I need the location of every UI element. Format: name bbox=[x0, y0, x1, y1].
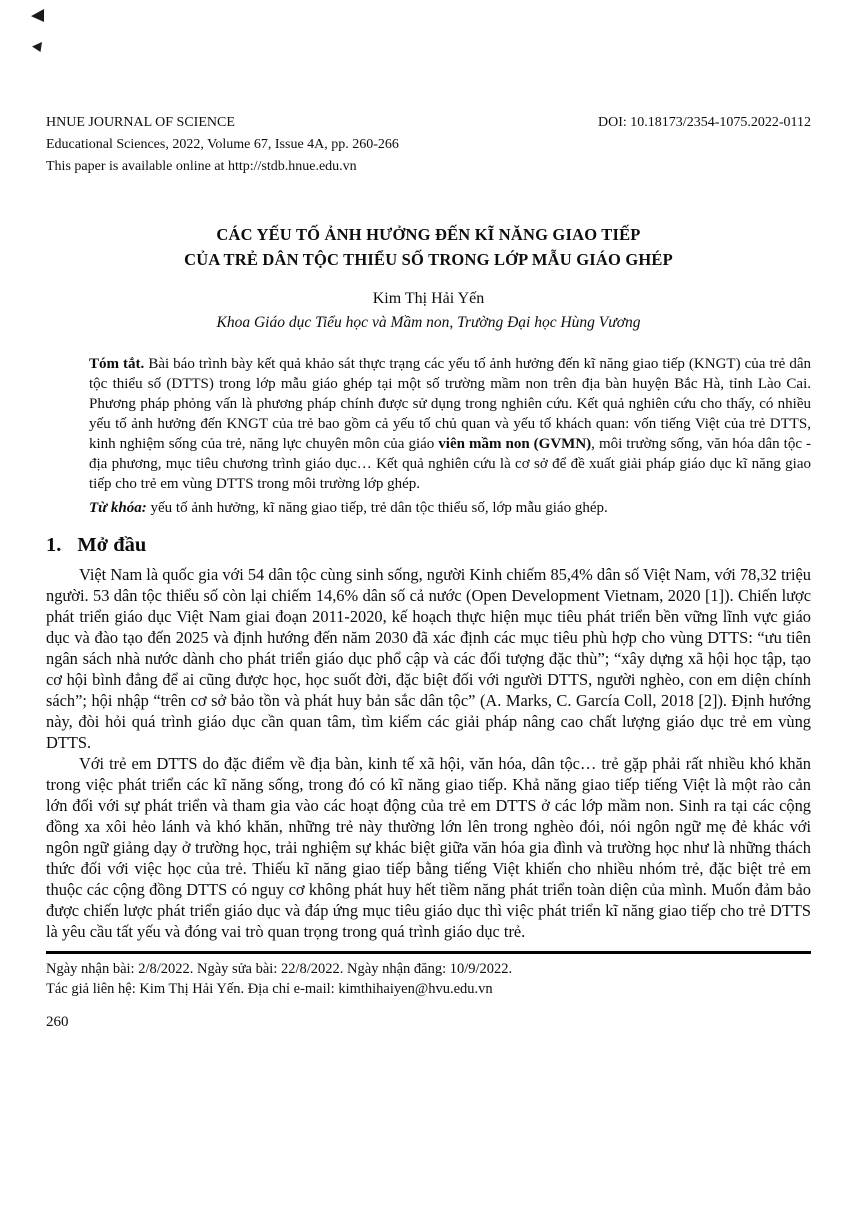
author-affiliation: Khoa Giáo dục Tiểu học và Mầm non, Trường Đại học Hùng Vương bbox=[216, 314, 641, 331]
footnote-rule bbox=[46, 951, 811, 954]
article-title bbox=[46, 222, 811, 272]
submission-dates: Ngày nhận bài: 2/8/2022. Ngày sửa bài: 22/8/2022. Ngày nhận đăng: 10/9/2022. bbox=[46, 961, 513, 977]
keywords-label: Từ khóa: bbox=[89, 500, 147, 516]
corresponding-author: Tác giả liên hệ: Kim Thị Hải Yến. Địa chỉ e-mail: kimthihaiyen@hvu.edu.vn bbox=[46, 981, 493, 997]
keywords-text: yếu tố ảnh hưởng, kĩ năng giao tiếp, trẻ dân tộc thiểu số, lớp mẫu giáo ghép. bbox=[146, 500, 608, 516]
journal-header bbox=[46, 112, 811, 178]
scan-artifact bbox=[31, 9, 44, 22]
body-paragraph-2: Với trẻ em DTTS do đặc điểm về địa bàn, kinh tế xã hội, văn hóa, dân tộc… trẻ gặp phải rất nhiều khó khăn trong việc phát triển các kĩ năng sống, trong đó có kĩ năng giao tiếp. Khả năng giao tiếp tiếng Việt là một rào cản lớn đối với sự phát triển và tham gia vào các hoạt động của trẻ em DTTS ở các lớp mầm non. Sinh ra tại các cộng đồng xa xôi hẻo lánh và khó khăn, những trẻ này thường lớn lên trong nghèo đói, nói ngôn ngữ mẹ đẻ khác với ngôn ngữ giảng dạy ở trường học, trải nghiệm sự khác biệt giữa văn hóa gia đình và trường học như là những thách thức đối với việc học của trẻ. Thiếu kĩ năng giao tiếp bằng tiếng Việt khiến cho nhiều nhóm trẻ, đặc biệt trẻ em thuộc các cộng đồng DTTS có nguy cơ không phát huy hết tiềm năng phát triển toàn diện của mình. Muốn đảm bảo được chiến lược phát triển giáo dục và đáp ứng mục tiêu giáo dục thì việc phát triển kĩ năng giao tiếp cho trẻ DTTS là yêu cầu tất yếu và đóng vai trò quan trọng trong quá trình giáo dục trẻ. bbox=[46, 754, 811, 941]
article-title-line-2: CỦA TRẺ DÂN TỘC THIỂU SỐ TRONG LỚP MẪU GIÁO GHÉP bbox=[184, 250, 673, 269]
scan-artifact bbox=[32, 42, 42, 52]
abstract-text-bold: viên mầm non (GVMN) bbox=[438, 436, 592, 452]
journal-name: HNUE JOURNAL OF SCIENCE bbox=[46, 115, 235, 130]
page-footer bbox=[46, 951, 811, 1032]
section-heading-1 bbox=[46, 532, 811, 558]
journal-header-row bbox=[46, 112, 811, 134]
availability-note: This paper is available online at http://stdb.hnue.edu.vn bbox=[46, 159, 357, 174]
article-title-line-1: CÁC YẾU TỐ ẢNH HƯỞNG ĐẾN KĨ NĂNG GIAO TIẾP bbox=[216, 225, 641, 244]
body-paragraph-1: Việt Nam là quốc gia với 54 dân tộc cùng sinh sống, người Kinh chiếm 85,4% dân số Việt Nam, với 78,32 triệu người. 53 dân tộc thiểu số còn lại chiếm 14,6% dân số cả nước (Open Development Vietnam, 2020 [1]). Chiến lược phát triển giáo dục Việt Nam giai đoạn 2011-2020, kế hoạch thực hiện mục tiêu phát triển bền vững lĩnh vực giáo dục và đào tạo đến 2025 và định hướng đến năm 2030 đã xác định các mục tiêu phù hợp cho vùng DTTS: “ưu tiên ngân sách nhà nước dành cho phát triển giáo dục phổ cập và các đối tượng đặc thù”; “xây dựng xã hội học tập, tạo cơ hội bình đẳng để ai cũng được học, học suốt đời, đặc biệt đối với người DTTS, người nghèo, con em diện chính sách”; hội nhập “trên cơ sở bảo tồn và phát huy bản sắc dân tộc” (A. Marks, C. García Coll, 2018 [2]). Định hướng này, đòi hỏi quá trình giáo dục cần quan tâm, tìm kiếm các giải pháp nâng cao chất lượng giáo dục trẻ em vùng DTTS. bbox=[46, 565, 811, 752]
abstract-text-1: Bài báo trình bày kết quả khảo sát thực trạng các yếu tố ảnh hưởng đến kĩ năng giao tiếp (KNGT) của trẻ dân tộc thiểu số (DTTS) trong lớp mẫu giáo ghép tại một số trường mầm non trên địa bàn huyện Bắc Hà, tỉnh Lào Cai. Phương pháp phỏng vấn là phương pháp chính được sử dụng trong nghiên cứu. Kết quả nghiên cứu cho thấy, có nhiều yếu tố ảnh hưởng đến KNGT của trẻ bao gồm cả yếu tố chủ quan và yếu tố khách quan: vốn tiếng Việt của trẻ DTTS, kinh nghiệm sống của trẻ, năng lực chuyên môn của giáo bbox=[89, 356, 811, 452]
abstract-section bbox=[89, 354, 811, 518]
abstract-paragraph bbox=[89, 354, 811, 494]
abstract-label: Tóm tắt. bbox=[89, 356, 145, 372]
section-number: 1. bbox=[46, 534, 62, 556]
keywords-line bbox=[89, 498, 811, 518]
section-title: Mở đầu bbox=[77, 534, 147, 556]
abstract-text-2: , môi trường sống, văn hóa dân tộc - địa phương, mục tiêu chương trình giáo dục… Kết quả nghiên cứu là cơ sở để đề xuất giải pháp giáo dục kĩ năng giao tiếp cho trẻ em vùng DTTS trong môi trường lớp ghép. bbox=[89, 436, 811, 492]
page-number: 260 bbox=[46, 1014, 69, 1030]
author-name: Kim Thị Hải Yến bbox=[372, 290, 485, 307]
doi: DOI: 10.18173/2354-1075.2022-0112 bbox=[598, 115, 811, 130]
issue-info: Educational Sciences, 2022, Volume 67, Issue 4A, pp. 260-266 bbox=[46, 137, 399, 152]
